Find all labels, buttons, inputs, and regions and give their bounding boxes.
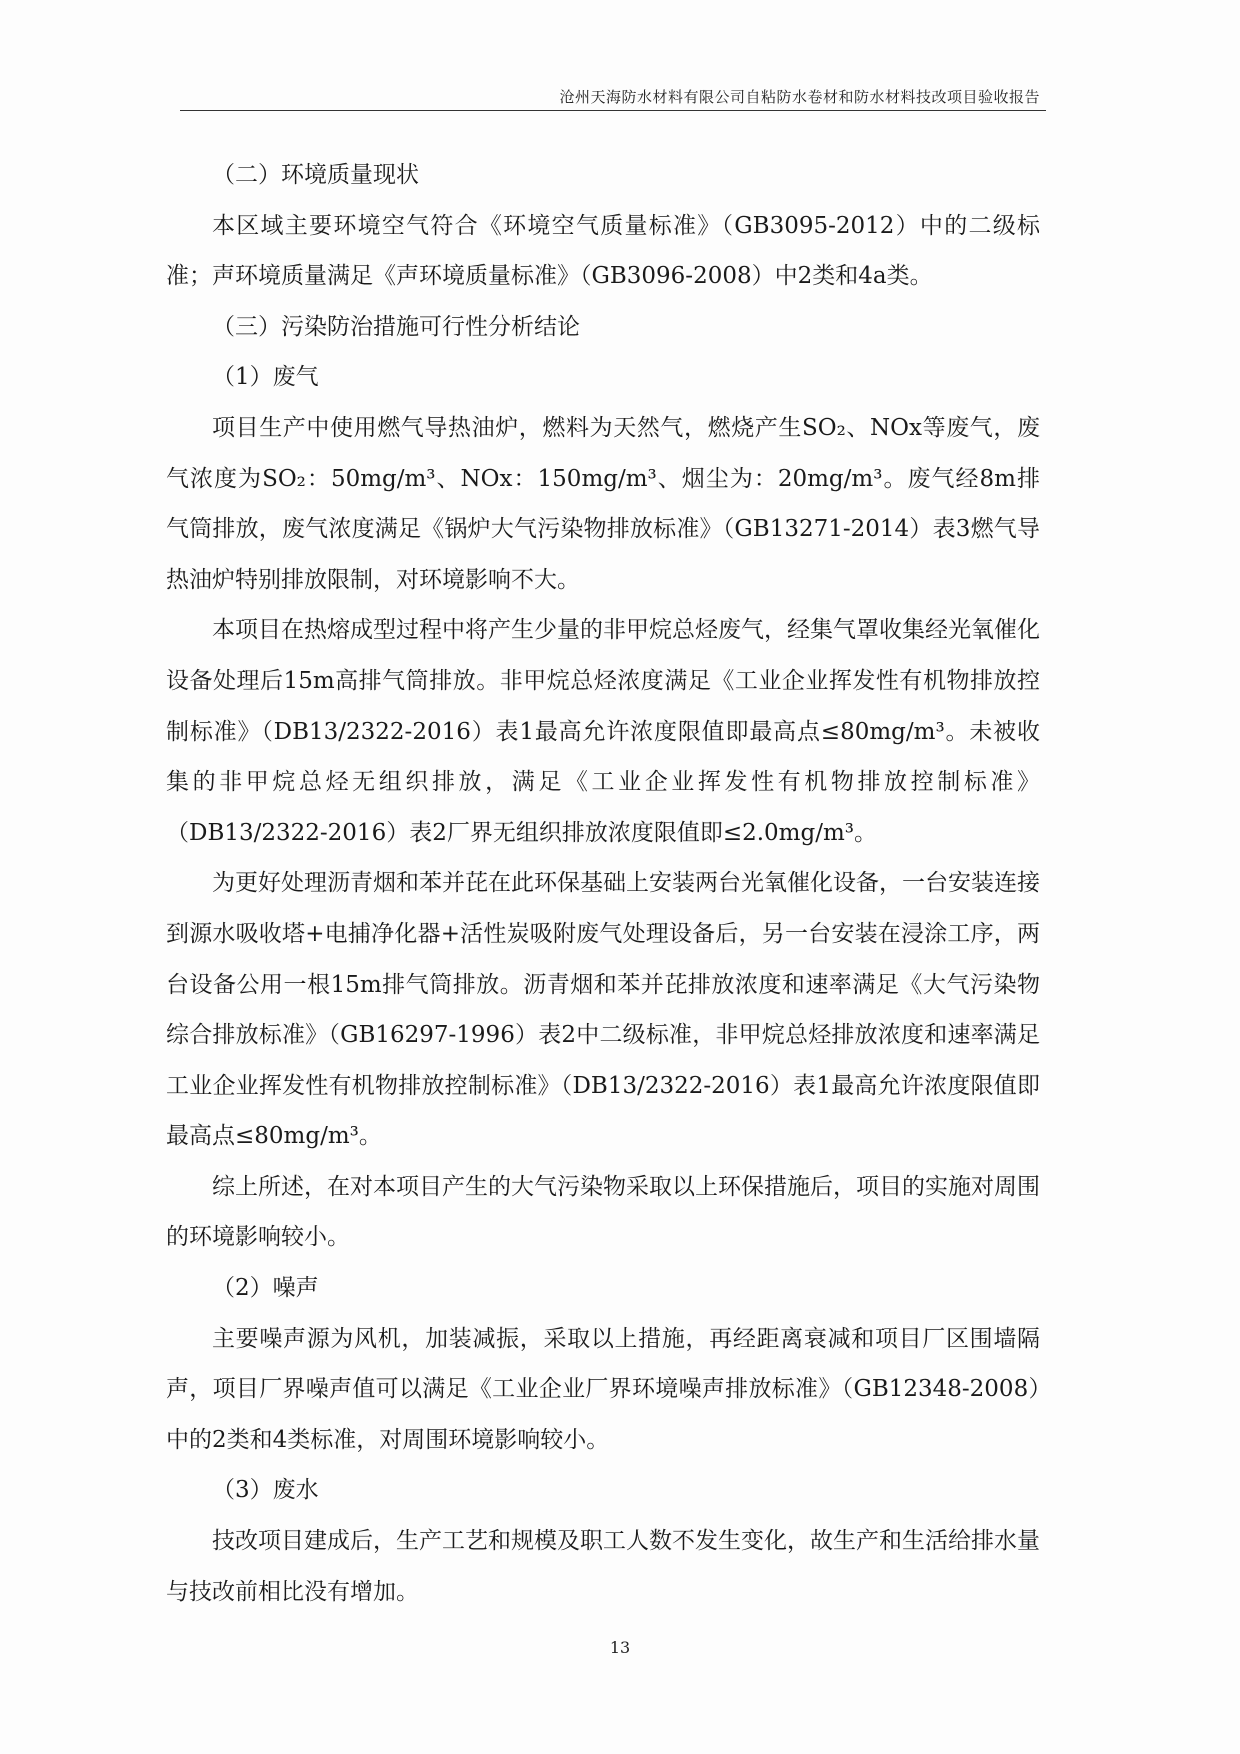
paragraph-waste-gas-asphalt: 为更好处理沥青烟和苯并芘在此环保基础上安装两台光氧催化设备，一台安装连接到源水吸收塔+电捕净化器+活性炭吸附废气处理设备后，另一台安装在浸涂工序，两台设备公用一根15m排气筒排放。沥青烟和苯并芘排放浓度和速率满足《大气污染物综合排放标准》（GB16297-1996）表2中二级标准，非甲烷总烃排放浓度和速率满足工业企业挥发性有机物排放控制标准》（DB13/2322-2016）表1最高允许浓度限值即最高点≤80mg/m³。 <box>166 870 1040 1150</box>
subheading-waste-gas: （1）废气 <box>212 364 319 391</box>
paragraph-waste-gas-nmhc: 本项目在热熔成型过程中将产生少量的非甲烷总烃废气，经集气罩收集经光氧催化设备处理后15m高排气筒排放。非甲烷总烃浓度满足《工业企业挥发性有机物排放控制标准》（DB13/2322-2016）表1最高允许浓度限值即最高点≤80mg/m³。未被收集的非甲烷总烃无组织排放，满足《工业企业挥发性有机物排放控制标准》（DB13/2322-2016）表2厂界无组织排放浓度限值即≤2.0mg/m³。 <box>166 617 1040 846</box>
paragraph-wastewater: 技改项目建成后，生产工艺和规模及职工人数不发生变化，故生产和生活给排水量与技改前相比没有增加。 <box>166 1528 1040 1605</box>
document-body <box>166 150 1040 1617</box>
subheading-noise: （2）噪声 <box>212 1275 319 1302</box>
paragraph-noise: 主要噪声源为风机，加装减振，采取以上措施，再经距离衰减和项目厂区围墙隔声，项目厂界噪声值可以满足《工业企业厂界环境噪声排放标准》（GB12348-2008）中的2类和4类标准，对周围环境影响较小。 <box>166 1325 1040 1453</box>
section-heading-pollution-control: （三）污染防治措施可行性分析结论 <box>212 313 580 340</box>
subheading-wastewater: （3）废水 <box>212 1477 319 1504</box>
section-heading-environment-quality: （二）环境质量现状 <box>212 162 419 188</box>
paragraph-waste-gas-summary: 综上所述，在对本项目产生的大气污染物采取以上环保措施后，项目的实施对周围的环境影响较小。 <box>166 1173 1040 1251</box>
page-number: 13 <box>609 1638 631 1657</box>
paragraph-waste-gas-boiler: 项目生产中使用燃气导热油炉，燃料为天然气，燃烧产生SO₂、NOx等废气，废气浓度为SO₂：50mg/m³、NOx：150mg/m³、烟尘为：20mg/m³。废气经8m排气筒排放，废气浓度满足《锅炉大气污染物排放标准》（GB13271-2014）表3燃气导热油炉特别排放限制，对环境影响不大。 <box>166 414 1040 593</box>
header-rule <box>180 110 1046 111</box>
running-header: 沧州天海防水材料有限公司自粘防水卷材和防水材料技改项目验收报告 <box>559 88 1040 106</box>
paragraph-environment-quality: 本区域主要环境空气符合《环境空气质量标准》（GB3095-2012）中的二级标准；声环境质量满足《声环境质量标准》（GB3096-2008）中2类和4a类。 <box>166 212 1040 290</box>
